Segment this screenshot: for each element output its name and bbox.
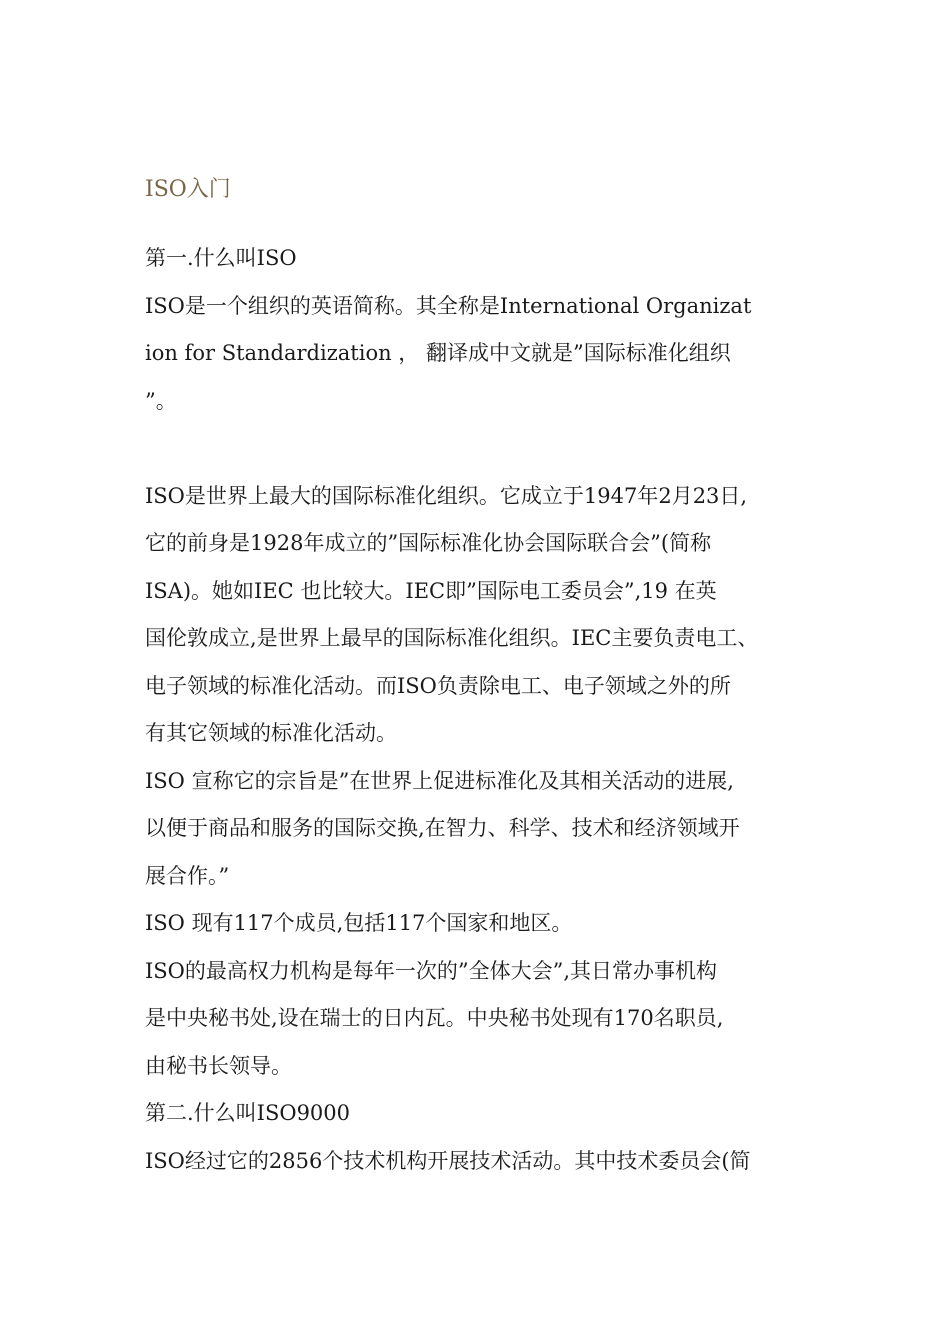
document-body: [145, 235, 810, 1185]
paragraph-line: 由秘书长领导。: [145, 1053, 292, 1078]
paragraph-spacer: [145, 425, 810, 473]
paragraph-line: ISO是世界上最大的国际标准化组织。它成立于1947年2月23日,: [145, 483, 748, 508]
paragraph-line: ISO的最高权力机构是每年一次的”全体大会”,其日常办事机构: [145, 958, 718, 983]
document-title: ISO入门: [145, 177, 231, 202]
section-heading-1: 第一.什么叫ISO: [145, 246, 297, 270]
paragraph-line: 以便于商品和服务的国际交换,在智力、科学、技术和经济领域开: [145, 816, 740, 840]
paragraph-line: ion for Standardization ， 翻译成中文就是”国际标准化组织: [145, 341, 731, 365]
section-heading-2: 第二.什么叫ISO9000: [145, 1101, 351, 1125]
paragraph-line: ISO 现有117个成员,包括117个国家和地区。: [145, 911, 573, 935]
paragraph-line: 电子领域的标准化活动。而ISO负责除电工、电子领域之外的所: [145, 673, 731, 698]
paragraph-line: ”。: [145, 388, 177, 413]
paragraph-line: ISO经过它的2856个技术机构开展技术活动。其中技术委员会(简: [145, 1148, 751, 1173]
paragraph-line: 它的前身是1928年成立的”国际标准化协会国际联合会”(简称: [145, 531, 712, 555]
paragraph-line: ISO 宣称它的宗旨是”在世界上促进标准化及其相关活动的进展,: [145, 768, 734, 793]
paragraph-line: 展合作。”: [145, 863, 230, 888]
paragraph-line: ISA)。她如IEC 也比较大。IEC即”国际电工委员会”,19 在英: [145, 578, 717, 603]
paragraph-line: 国伦敦成立,是世界上最早的国际标准化组织。IEC主要负责电工、: [145, 626, 759, 650]
paragraph-line: ISO是一个组织的英语简称。其全称是International Organizat: [145, 293, 752, 318]
paragraph-line: 是中央秘书处,设在瑞士的日内瓦。中央秘书处现有170名职员,: [145, 1006, 724, 1030]
paragraph-line: 有其它领域的标准化活动。: [145, 721, 397, 745]
